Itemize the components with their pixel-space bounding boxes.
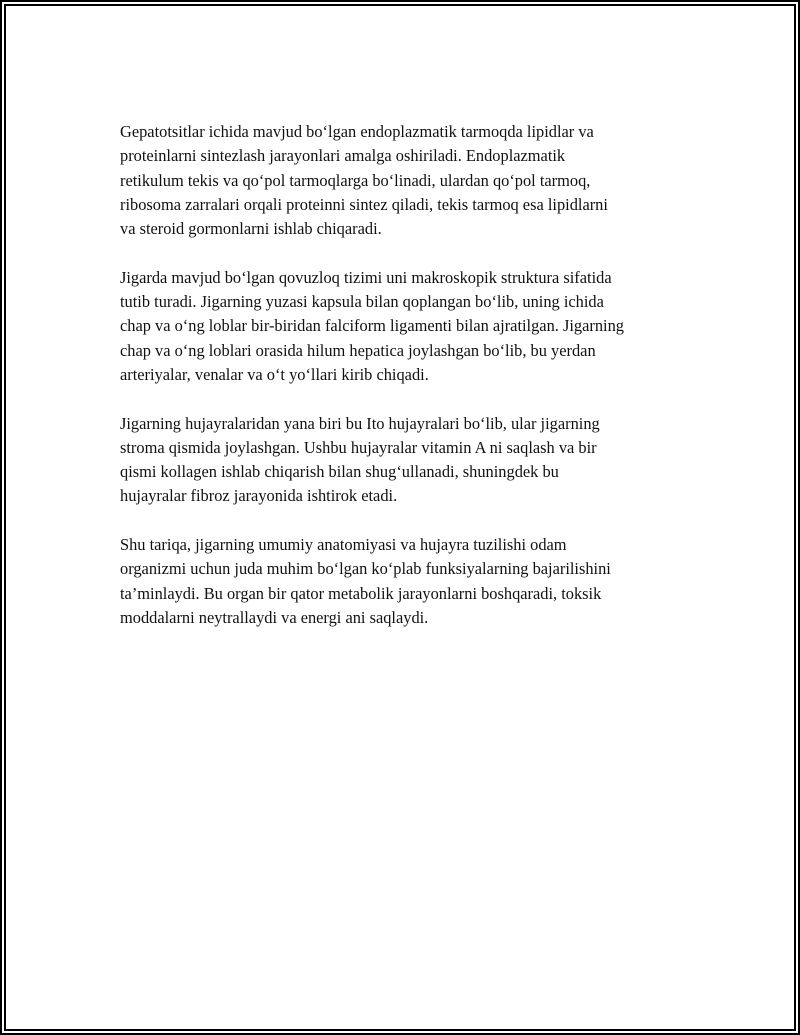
paragraph-1: Gepatotsitlar ichida mavjud bo‘lgan endoplazmatik tarmoqda lipidlar va proteinlarni sintezlash jarayonlari amalga oshiriladi. Endoplazmatik retikulum tekis va qo‘pol tarmoqlarga bo‘linadi, ulardan qo‘pol tarmoq, ribosoma zarralari orqali proteinni sintez qiladi, tekis tarmoq esa lipidlarni va steroid gormonlarni ishlab chiqaradi. bbox=[120, 122, 608, 239]
document-body bbox=[120, 120, 688, 655]
paragraph-4: Shu tariqa, jigarning umumiy anatomiyasi va hujayra tuzilishi odam organizmi uchun juda muhim bo‘lgan ko‘plab funksiyalarning bajarilishini ta’minlaydi. Bu organ bir qator metabolik jarayonlarni boshqaradi, toksik moddalarni neytrallaydi va energi ani saqlaydi. bbox=[120, 535, 611, 627]
paragraph-3: Jigarning hujayralaridan yana biri bu Ito hujayralari bo‘lib, ular jigarning stroma qismida joylashgan. Ushbu hujayralar vitamin A ni saqlash va bir qismi kollagen ishlab chiqarish bilan shug‘ullanadi, shuningdek bu hujayralar fibroz jarayonida ishtirok etadi. bbox=[120, 413, 600, 506]
paragraph-2: Jigarda mavjud bo‘lgan qovuzloq tizimi uni makroskopik struktura sifatida tutib turadi. Jigarning yuzasi kapsula bilan qoplangan bo‘lib, uning ichida chap va o‘ng loblar bir-biridan falciform ligamenti bilan ajratilgan. Jigarning chap va o‘ng loblari orasida hilum hepatica joylashgan bo‘lib, bu yerdan arteriyalar, venalar va o‘t yo‘llari kirib chiqadi. bbox=[120, 267, 624, 384]
